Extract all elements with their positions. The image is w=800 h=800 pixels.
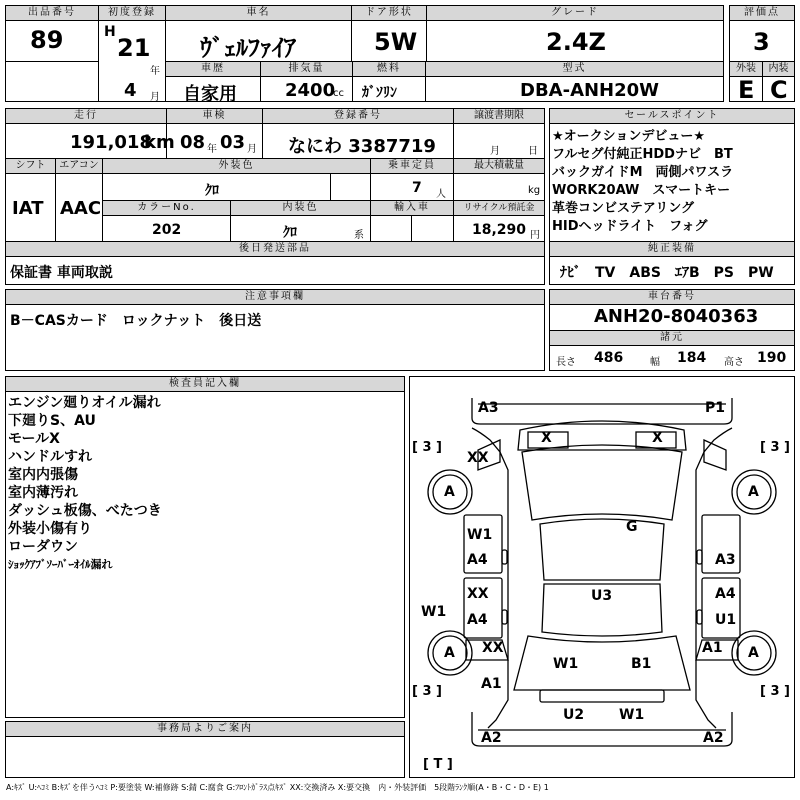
damage-mark: P1 [705,400,726,416]
sales-points-list [552,128,794,236]
equipment-label: 純正装備 [550,242,794,256]
inspector-note: ハンドルすれ [8,449,92,465]
inspector-notes [8,394,402,574]
sales-point: バックガイドM 両側パワスラ [552,165,734,180]
inspector-note: エンジン廻りオイル漏れ [8,395,161,411]
damage-mark: A4 [715,586,736,602]
damage-mark: [ 3 ] [412,684,442,699]
damage-mark: A1 [481,676,502,692]
sales-point: ★オークションデビュー★ [552,129,706,144]
reg-year-unit: 年 [150,66,160,77]
mileage-value: 191,018 [70,132,152,153]
history-label: 車歴 [166,62,260,76]
fuel-value: ｶﾞｿﾘﾝ [362,85,397,101]
exterior-label: 外装 [730,62,762,76]
damage-mark: X [652,430,663,446]
width-value: 184 [677,350,707,366]
shift-value: IAT [12,198,44,219]
lot-label: 出品番号 [6,6,98,20]
interior-color-label: 内装色 [231,201,370,215]
sales-point: 革巻コンビステアリング [552,201,694,216]
interior-color-unit: 系 [354,230,364,241]
door-label: ドア形状 [352,6,426,20]
mileage-label: 走行 [6,109,166,123]
inspector-note: ダッシュ板傷、べたつき [8,503,162,519]
damage-mark: XX [482,640,504,656]
dims-label: 諸元 [550,331,794,345]
damage-mark: A3 [715,552,736,568]
damage-mark: [ 3 ] [760,440,790,455]
damage-mark: W1 [421,604,447,620]
transfer-month-unit: 月 [490,146,500,157]
damage-mark: U1 [715,612,737,628]
score-value: 3 [753,28,770,56]
chassis-label: 車台番号 [550,290,794,304]
damage-mark: [ 3 ] [760,684,790,699]
capacity-unit: 人 [436,189,446,200]
load-label: 最大積載量 [454,159,544,173]
car-name-label: 車名 [166,6,351,20]
inspection-year-unit: 年 [207,144,217,155]
mileage-unit: km [144,132,175,153]
model-label: 型式 [426,62,723,76]
recycle-label: リサイクル預託金 [454,201,544,215]
reg-year: 21 [117,34,151,62]
recycle-unit: 円 [530,230,540,241]
capacity-value: 7 [412,180,422,196]
sales-point: HIDヘッドライト フォグ [552,219,708,234]
car-name: ｳﾞｪﾙﾌｧｲｱ [200,34,296,62]
damage-mark: A2 [703,730,724,746]
damage-mark: A3 [478,400,499,416]
era: H [104,24,116,40]
grade-label: グレード [427,6,723,20]
damage-mark: [ 3 ] [412,440,442,455]
interior-color-value: ｸﾛ [283,225,297,241]
shift-label: シフト [6,159,55,173]
door-value: 5W [374,28,418,56]
inspector-label: 検査員記入欄 [6,377,404,391]
later-parts-value: 保証書 車両取説 [10,265,113,281]
grade-value: 2.4Z [546,28,606,56]
color-no-value: 202 [152,222,182,238]
history-value: 自家用 [183,84,237,105]
interior-value: C [770,76,788,104]
capacity-label: 乗車定員 [371,159,453,173]
model-value: DBA-ANH20W [520,80,660,101]
inspector-note: ｼｮｯｸｱﾌﾞｿｰﾊﾞｰｵｲﾙ漏れ [8,558,113,571]
chassis-value: ANH20-8040363 [594,306,759,327]
displacement-label: 排気量 [261,62,352,76]
height-value: 190 [757,350,787,366]
inspection-year: 08 [180,132,206,153]
damage-mark: W1 [467,527,493,543]
reg-month-unit: 月 [150,92,160,103]
height-label: 高さ [724,357,744,368]
reg-month: 4 [124,80,137,101]
legend-text: A:ｷｽﾞ U:ﾍｺﾐ B:ｷｽﾞを伴うﾍｺﾐ P:要塗装 W:補修跡 S:錆 C:腐食 G:ﾌﾛﾝﾄｶﾞﾗｽ点ｷｽﾞ XX:交換済み X:要交換 内・外装評価 5段階ﾗﾝｸ順(A・B・C・D・E) 1 [6,783,549,792]
exterior-value: E [738,76,755,104]
color-label: 外装色 [103,159,370,173]
plate-value: なにわ 3387719 [288,136,436,157]
load-unit: kg [528,185,541,196]
first-reg-label: 初度登録 [99,6,165,20]
plate-label: 登録番号 [263,109,453,123]
inspection-month: 03 [220,132,246,153]
damage-mark: W1 [619,707,645,723]
lot-number: 89 [30,26,64,54]
transfer-day-unit: 日 [528,146,538,157]
damage-mark: A [748,484,759,500]
damage-mark: A2 [481,730,502,746]
damage-mark: XX [467,450,489,466]
import-label: 輸入車 [371,201,453,215]
inspection-month-unit: 月 [247,144,257,155]
displacement-value: 2400 [285,80,336,101]
sales-point: WORK20AW スマートキー [552,183,731,198]
caution-label: 注意事項欄 [6,290,544,304]
score-label: 評価点 [730,6,794,20]
damage-mark: XX [467,586,489,602]
damage-mark: A [444,645,455,661]
later-parts-label: 後日発送部品 [6,242,544,256]
color-no-label: カラーNo. [103,201,230,215]
ac-label: エアコン [56,159,102,173]
fuel-label: 燃料 [353,62,425,76]
sales-points-label: セールスポイント [550,109,794,123]
displacement-unit: cc [333,88,344,99]
inspector-note: 室内内張傷 [8,467,78,483]
damage-mark: W1 [553,656,579,672]
inspector-note: 室内薄汚れ [8,485,78,501]
damage-mark: A4 [467,612,488,628]
damage-mark: A [444,484,455,500]
interior-label: 内装 [763,62,794,76]
inspector-note: モールX [8,431,60,447]
inspector-note: ローダウン [8,539,78,555]
damage-mark: A [748,645,759,661]
office-label: 事務局よりご案内 [6,722,404,736]
damage-mark: U2 [563,707,585,723]
damage-mark: [ T ] [423,757,453,772]
damage-mark: B1 [631,656,652,672]
damage-mark: A4 [467,552,488,568]
damage-mark: A1 [702,640,723,656]
color-value: ｸﾛ [205,183,219,199]
equipment-value: ﾅﾋﾞ TV ABS ｴｱB PS PW [560,265,774,281]
damage-mark: G [626,519,638,535]
length-label: 長さ [556,357,576,368]
damage-mark: X [541,430,552,446]
transfer-label: 譲渡書期限 [454,109,544,123]
caution-value: B－CASカード ロックナット 後日送 [10,313,262,329]
damage-mark: U3 [591,588,613,604]
sales-point: フルセグ付純正HDDナビ BT [552,147,733,162]
length-value: 486 [594,350,624,366]
inspector-note: 下廻りS、AU [8,413,96,429]
ac-value: AAC [60,198,102,219]
width-label: 幅 [650,357,660,368]
recycle-value: 18,290 [472,222,527,238]
inspection-label: 車検 [167,109,262,123]
inspector-note: 外装小傷有り [8,521,92,537]
